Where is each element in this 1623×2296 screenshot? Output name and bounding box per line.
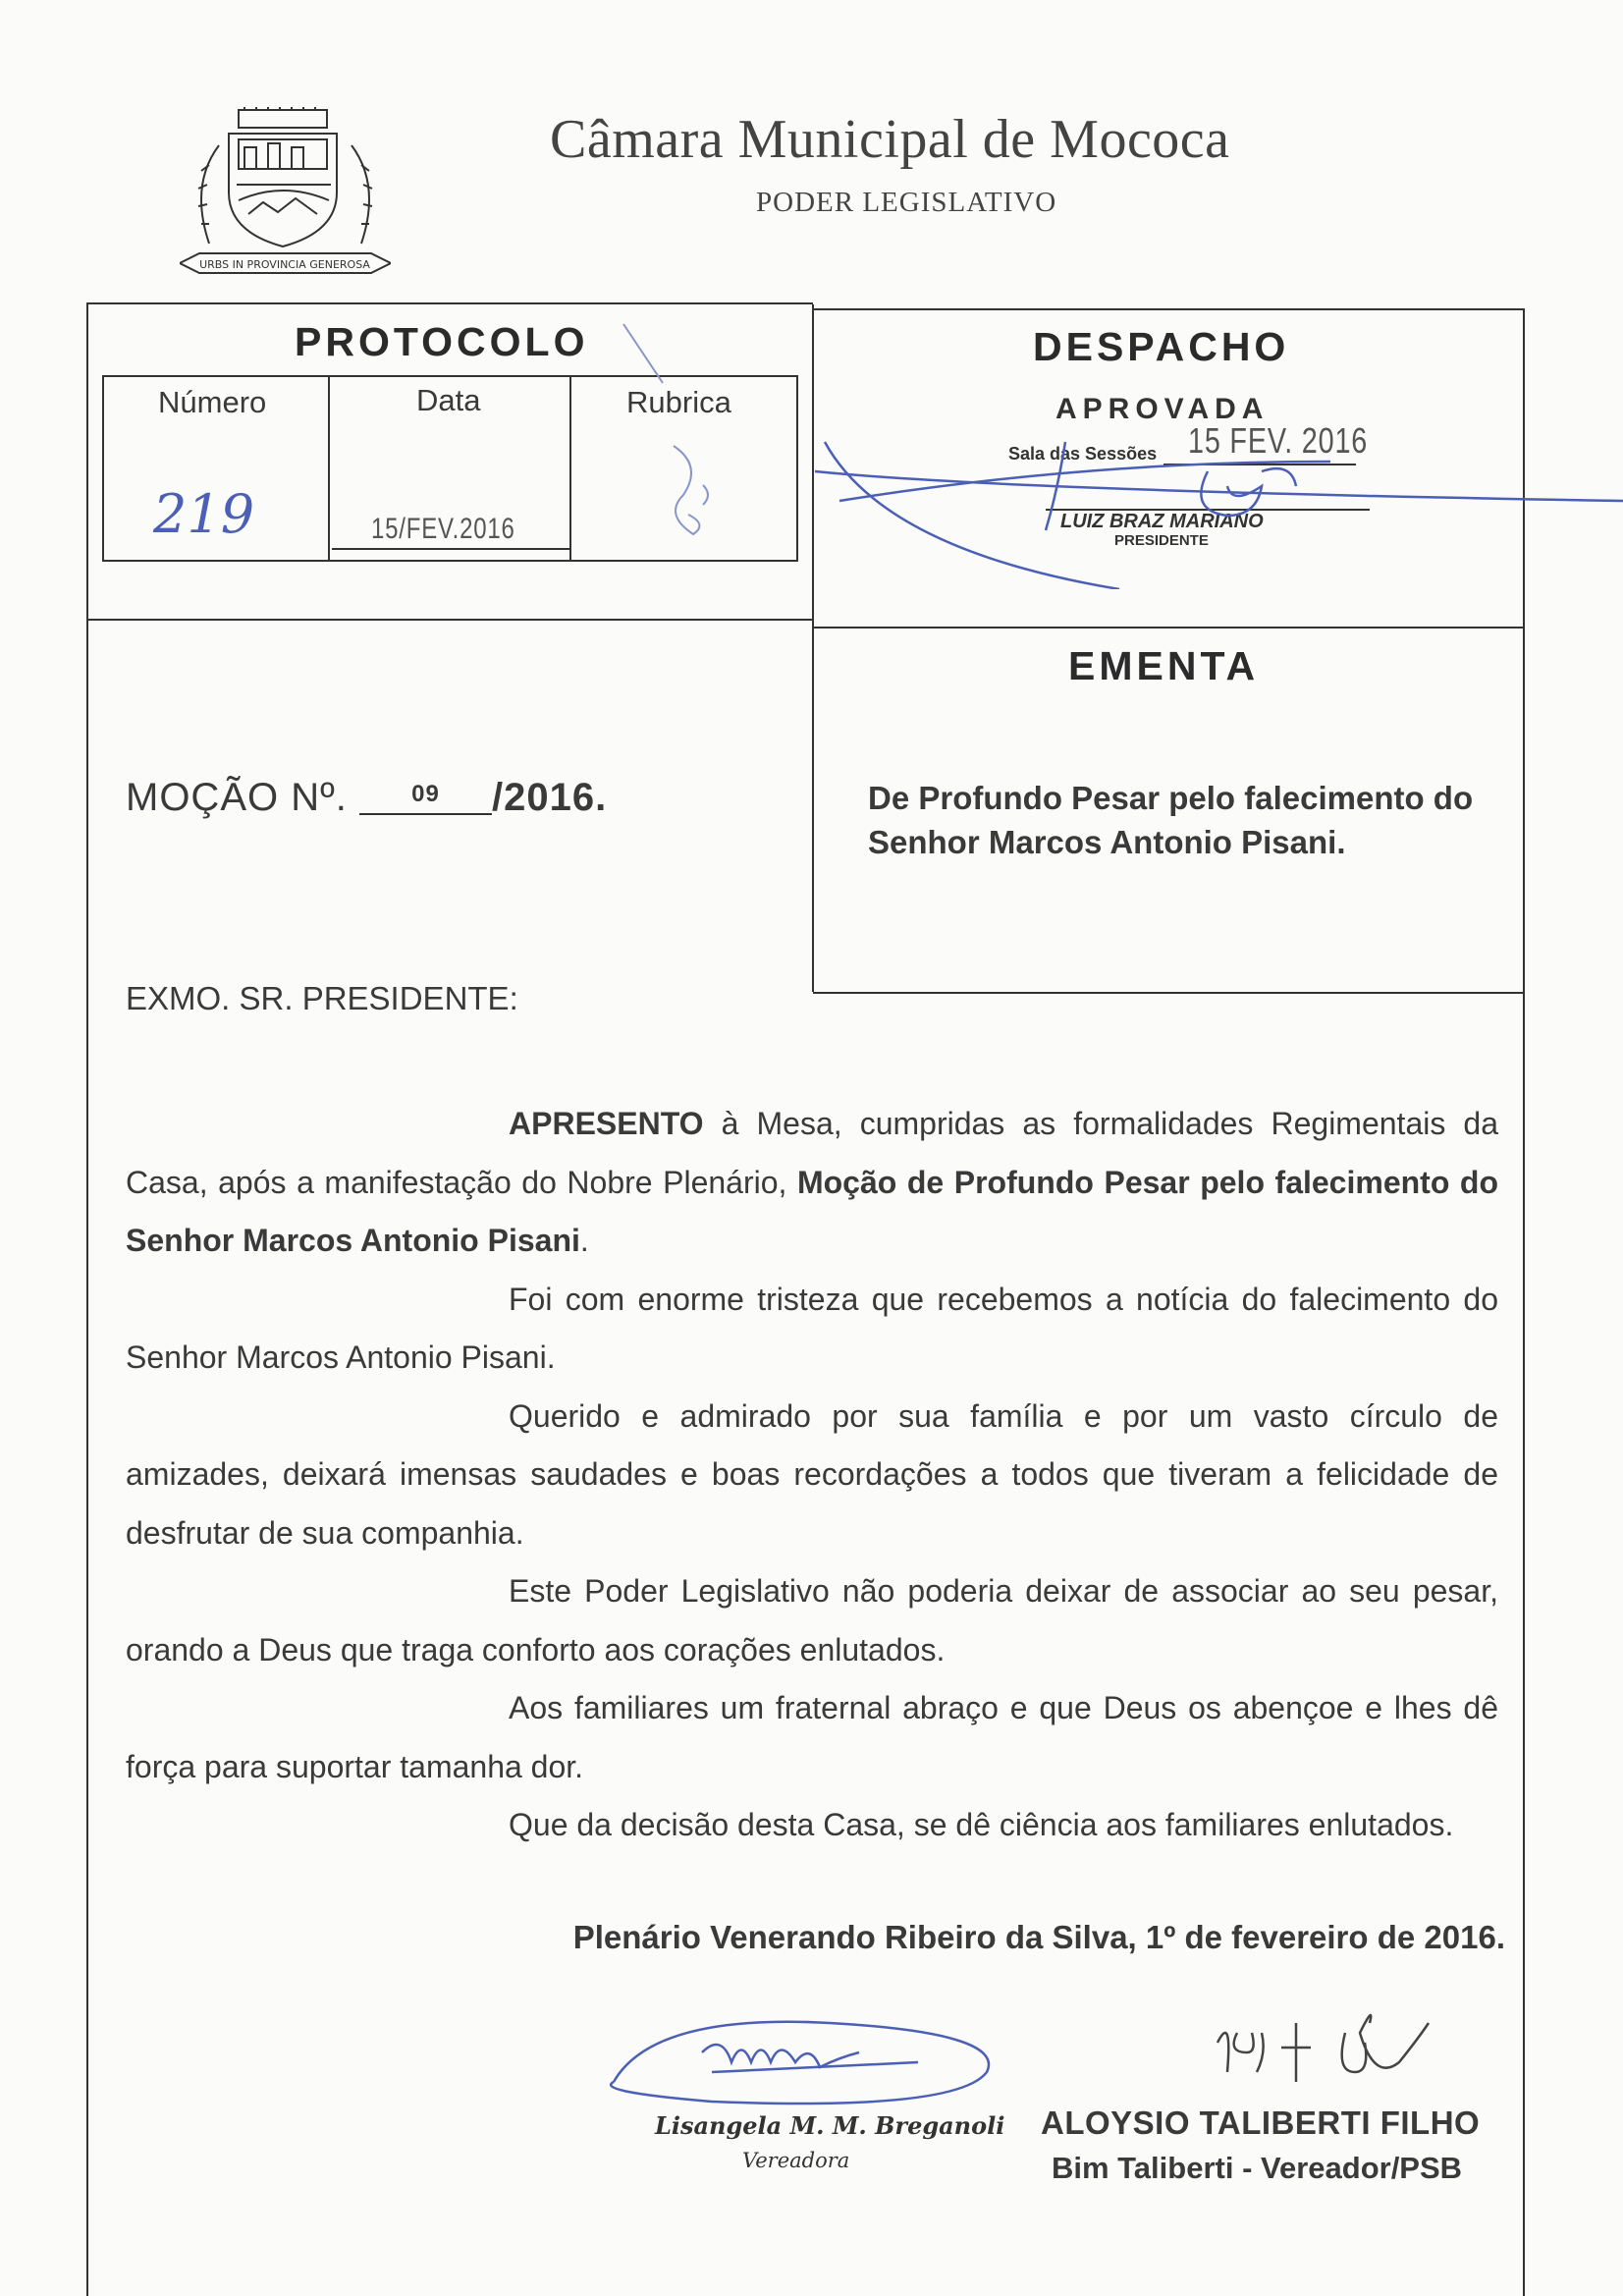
stamp-president-role: PRESIDENTE	[1114, 532, 1209, 549]
right-signatory-name: ALOYSIO TALIBERTI FILHO	[1041, 2105, 1481, 2141]
stamp-president-name: LUIZ BRAZ MARIANO	[1060, 511, 1264, 532]
protocolo-col-divider-1	[328, 377, 330, 560]
mocao-number: 09	[359, 776, 492, 815]
body-paragraph-2: Foi com enorme tristeza que recebemos a notícia do falecimento do Senhor Marcos Antonio Pisani.	[126, 1281, 1498, 1375]
stamp-aprovada: APROVADA	[1055, 393, 1270, 425]
stamp-sala-label: Sala das Sessões	[1008, 444, 1158, 464]
protocolo-data-value: 15/FEV.2016	[371, 513, 515, 545]
frame-middle-divider	[812, 304, 814, 992]
ementa-heading: EMENTA	[1068, 643, 1260, 688]
ementa-text: De Profundo Pesar pelo falecimento do Senhor Marcos Antonio Pisani.	[868, 780, 1474, 860]
institution-title: Câmara Municipal de Mococa	[550, 109, 1230, 170]
addressee: EXMO. SR. PRESIDENTE:	[126, 980, 518, 1016]
mocao-prefix: MOÇÃO Nº.	[126, 776, 348, 819]
despacho-heading: DESPACHO	[1033, 324, 1290, 369]
body-paragraph-6: Que da decisão desta Casa, se dê ciência aos familiares enlutados.	[509, 1807, 1454, 1842]
motion-body	[126, 1095, 1498, 1855]
body-paragraph-1	[126, 1095, 1498, 1271]
body-paragraph-4: Este Poder Legislativo não poderia deixar de associar ao seu pesar, orando a Deus que traga conforto aos corações enlutados.	[126, 1573, 1498, 1667]
closing-line: Plenário Venerando Ribeiro da Silva, 1º de fevereiro de 2016.	[572, 1919, 1505, 1955]
left-signatory-name: Lisangela M. M. Breganoli	[655, 2111, 1005, 2140]
frame-row-divider-left	[86, 619, 813, 621]
protocolo-numero-label: Número	[158, 385, 267, 419]
left-signatory-role: Vereadora	[742, 2149, 850, 2172]
protocolo-heading: PROTOCOLO	[295, 319, 589, 364]
crest-motto: URBS IN PROVINCIA GENEROSA	[199, 258, 370, 271]
body-p1-bold-end: Moção de Profundo Pesar pelo falecimento do Senhor Marcos Antonio Pisani	[126, 1164, 1499, 1258]
frame-row-divider-right	[813, 627, 1525, 629]
protocolo-table	[102, 375, 798, 562]
mocao-number-line	[126, 776, 607, 820]
protocolo-numero-value: 219	[153, 483, 255, 545]
body-p1-bold-start: APRESENTO	[509, 1106, 704, 1141]
frame-top-left-line	[86, 302, 813, 304]
protocolo-rubrica-label: Rubrica	[626, 385, 731, 419]
body-p1-end: .	[579, 1223, 589, 1258]
protocolo-data-underline	[332, 548, 569, 550]
protocolo-data-label: Data	[416, 383, 481, 417]
body-paragraph-3: Querido e admirado por sua família e por um vasto círculo de amizades, deixará imensas saudades e boas recordações a todos que tiveram a felicidade de desfrutar de sua companhia.	[126, 1397, 1498, 1551]
body-p1-text: à Mesa, cumpridas as formalidades Regimentais da Casa, após a manifestação do Nobre Plenário,	[126, 1106, 1498, 1200]
frame-right-line	[1523, 308, 1525, 2296]
mocao-suffix: /2016.	[491, 776, 608, 819]
protocolo-col-divider-2	[569, 377, 571, 560]
ementa-bottom-line	[813, 992, 1525, 994]
institution-subtitle: PODER LEGISLATIVO	[756, 187, 1057, 218]
rubrica-pen-stroke	[619, 319, 677, 388]
left-signature-scribble	[604, 2003, 997, 2116]
right-signature-scribble	[1213, 2003, 1458, 2092]
rubrica-initials	[654, 436, 732, 554]
stamp-date: 15 FEV. 2016	[1188, 420, 1369, 461]
president-signature-scribble	[810, 432, 1623, 589]
municipal-crest-seal	[180, 106, 391, 281]
frame-left-line	[86, 302, 88, 2296]
right-signatory-role: Bim Taliberti - Vereador/PSB	[1052, 2151, 1463, 2185]
body-paragraph-5: Aos familiares um fraternal abraço e que Deus os abençoe e lhes dê força para suportar tamanha dor.	[126, 1690, 1498, 1784]
frame-top-right-line	[813, 308, 1525, 310]
